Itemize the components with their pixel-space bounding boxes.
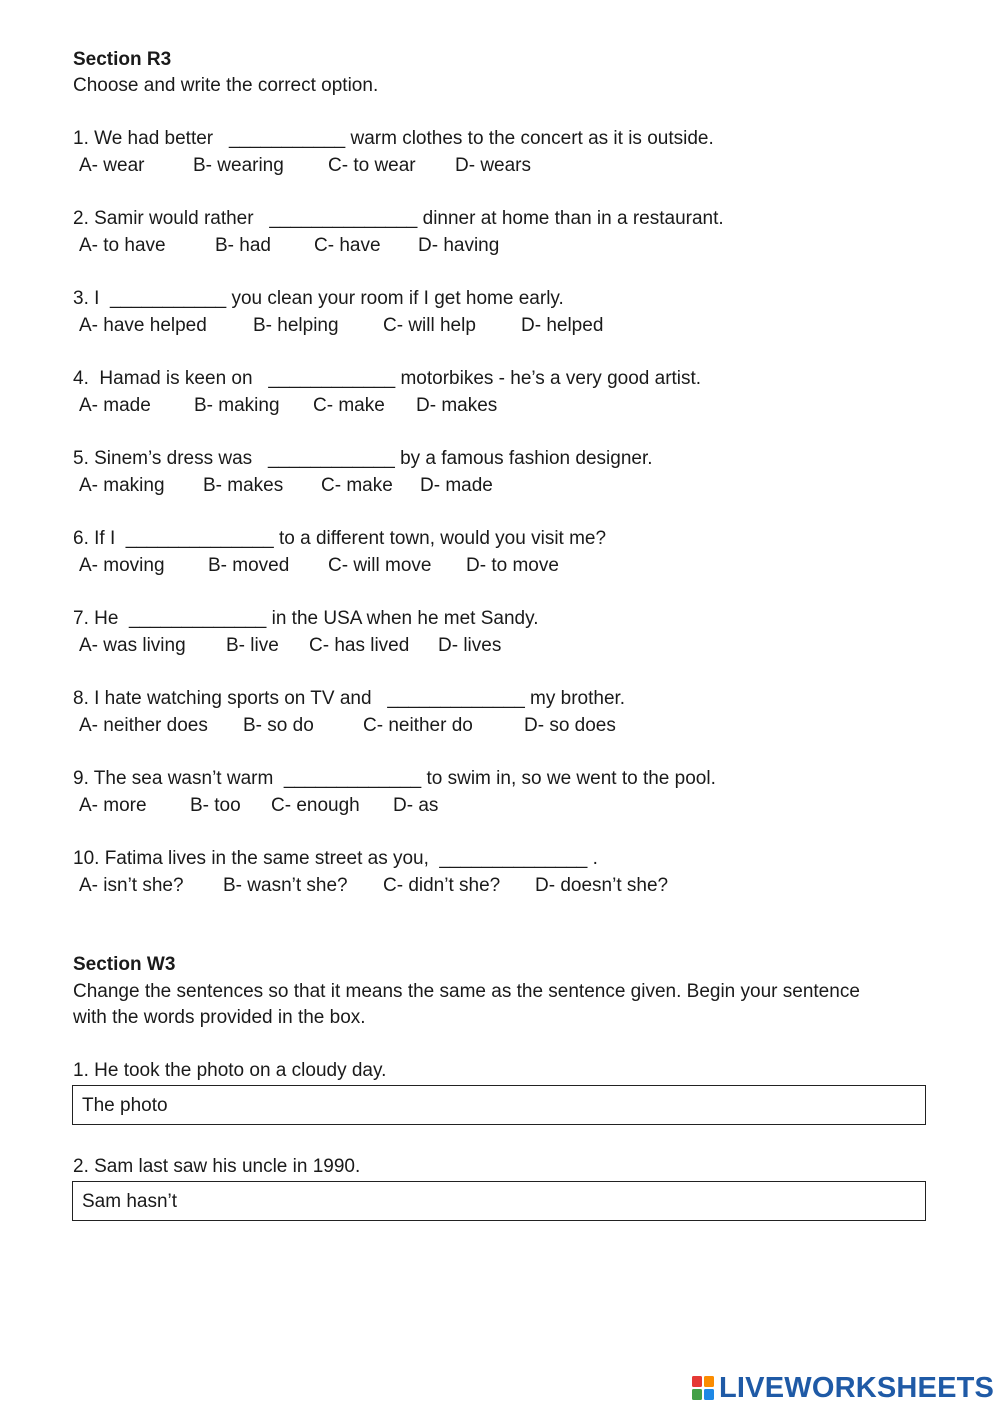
option-b[interactable]: B- too xyxy=(190,795,241,816)
question-7-text: 7. He _____________ in the USA when he met Sandy. xyxy=(73,608,539,629)
section-r3-title: Section R3 xyxy=(73,49,172,70)
option-d[interactable]: D- doesn’t she? xyxy=(535,875,669,896)
option-c[interactable]: C- neither do xyxy=(363,715,473,736)
option-b[interactable]: B- wasn’t she? xyxy=(223,875,348,896)
option-d[interactable]: D- to move xyxy=(466,555,559,576)
option-d[interactable]: D- as xyxy=(393,795,439,816)
question-3-text: 3. I ___________ you clean your room if I get home early. xyxy=(73,288,564,309)
option-c[interactable]: C- make xyxy=(321,475,393,496)
question-4-text: 4. Hamad is keen on ____________ motorbikes - he’s a very good artist. xyxy=(73,368,702,389)
option-c[interactable]: C- has lived xyxy=(309,635,410,656)
rewrite-prompt-2: 2. Sam last saw his uncle in 1990. xyxy=(73,1156,361,1177)
section-w3-instruction-line-1: Change the sentences so that it means the same as the sentence given. Begin your sentence xyxy=(73,981,860,1002)
option-d[interactable]: D- helped xyxy=(521,315,604,336)
option-d[interactable]: D- lives xyxy=(438,635,502,656)
option-b[interactable]: B- makes xyxy=(203,475,284,496)
option-b[interactable]: B- moved xyxy=(208,555,290,576)
option-b[interactable]: B- so do xyxy=(243,715,314,736)
option-c[interactable]: C- didn’t she? xyxy=(383,875,501,896)
question-2-text: 2. Samir would rather ______________ dinner at home than in a restaurant. xyxy=(73,208,724,229)
question-1-text: 1. We had better ___________ warm clothes to the concert as it is outside. xyxy=(73,128,714,149)
option-a[interactable]: A- isn’t she? xyxy=(79,875,184,896)
option-c[interactable]: C- will move xyxy=(328,555,432,576)
question-8-text: 8. I hate watching sports on TV and _____________ my brother. xyxy=(73,688,626,709)
option-b[interactable]: B- making xyxy=(194,395,280,416)
option-d[interactable]: D- having xyxy=(418,235,500,256)
option-b[interactable]: B- live xyxy=(226,635,279,656)
option-d[interactable]: D- makes xyxy=(416,395,498,416)
section-w3-title: Section W3 xyxy=(73,954,176,975)
option-a[interactable]: A- made xyxy=(79,395,151,416)
logo-square-blue xyxy=(704,1389,714,1400)
section-r3-instruction: Choose and write the correct option. xyxy=(73,75,379,96)
option-d[interactable]: D- wears xyxy=(455,155,532,176)
option-d[interactable]: D- made xyxy=(420,475,493,496)
logo-squares-icon xyxy=(692,1376,714,1400)
option-a[interactable]: A- have helped xyxy=(79,315,207,336)
option-c[interactable]: C- enough xyxy=(271,795,360,816)
option-a[interactable]: A- more xyxy=(79,795,147,816)
section-w3-instruction-line-2: with the words provided in the box. xyxy=(73,1007,366,1028)
option-c[interactable]: C- to wear xyxy=(328,155,416,176)
option-a[interactable]: A- was living xyxy=(79,635,186,656)
answer-box-1[interactable] xyxy=(72,1085,926,1125)
option-b[interactable]: B- wearing xyxy=(193,155,284,176)
question-5-text: 5. Sinem’s dress was ____________ by a famous fashion designer. xyxy=(73,448,653,469)
option-a[interactable]: A- moving xyxy=(79,555,165,576)
question-9-text: 9. The sea wasn’t warm _____________ to swim in, so we went to the pool. xyxy=(73,768,716,789)
liveworksheets-logo xyxy=(692,1372,994,1404)
rewrite-prompt-1: 1. He took the photo on a cloudy day. xyxy=(73,1060,387,1081)
answer-box-2-starter: Sam hasn’t xyxy=(82,1191,178,1212)
answer-box-2[interactable] xyxy=(72,1181,926,1221)
option-a[interactable]: A- to have xyxy=(79,235,166,256)
logo-wordmark: LIVEWORKSHEETS xyxy=(719,1372,995,1404)
answer-box-1-starter: The photo xyxy=(82,1095,168,1116)
logo-square-green xyxy=(692,1389,702,1400)
option-b[interactable]: B- helping xyxy=(253,315,339,336)
option-c[interactable]: C- have xyxy=(314,235,381,256)
option-c[interactable]: C- will help xyxy=(383,315,476,336)
option-a[interactable]: A- making xyxy=(79,475,165,496)
option-d[interactable]: D- so does xyxy=(524,715,616,736)
option-a[interactable]: A- neither does xyxy=(79,715,208,736)
logo-square-orange xyxy=(704,1376,714,1387)
option-a[interactable]: A- wear xyxy=(79,155,145,176)
question-6-text: 6. If I ______________ to a different town, would you visit me? xyxy=(73,528,607,549)
option-c[interactable]: C- make xyxy=(313,395,385,416)
question-10-text: 10. Fatima lives in the same street as you, ______________ . xyxy=(73,848,598,869)
option-b[interactable]: B- had xyxy=(215,235,271,256)
logo-square-red xyxy=(692,1376,702,1387)
